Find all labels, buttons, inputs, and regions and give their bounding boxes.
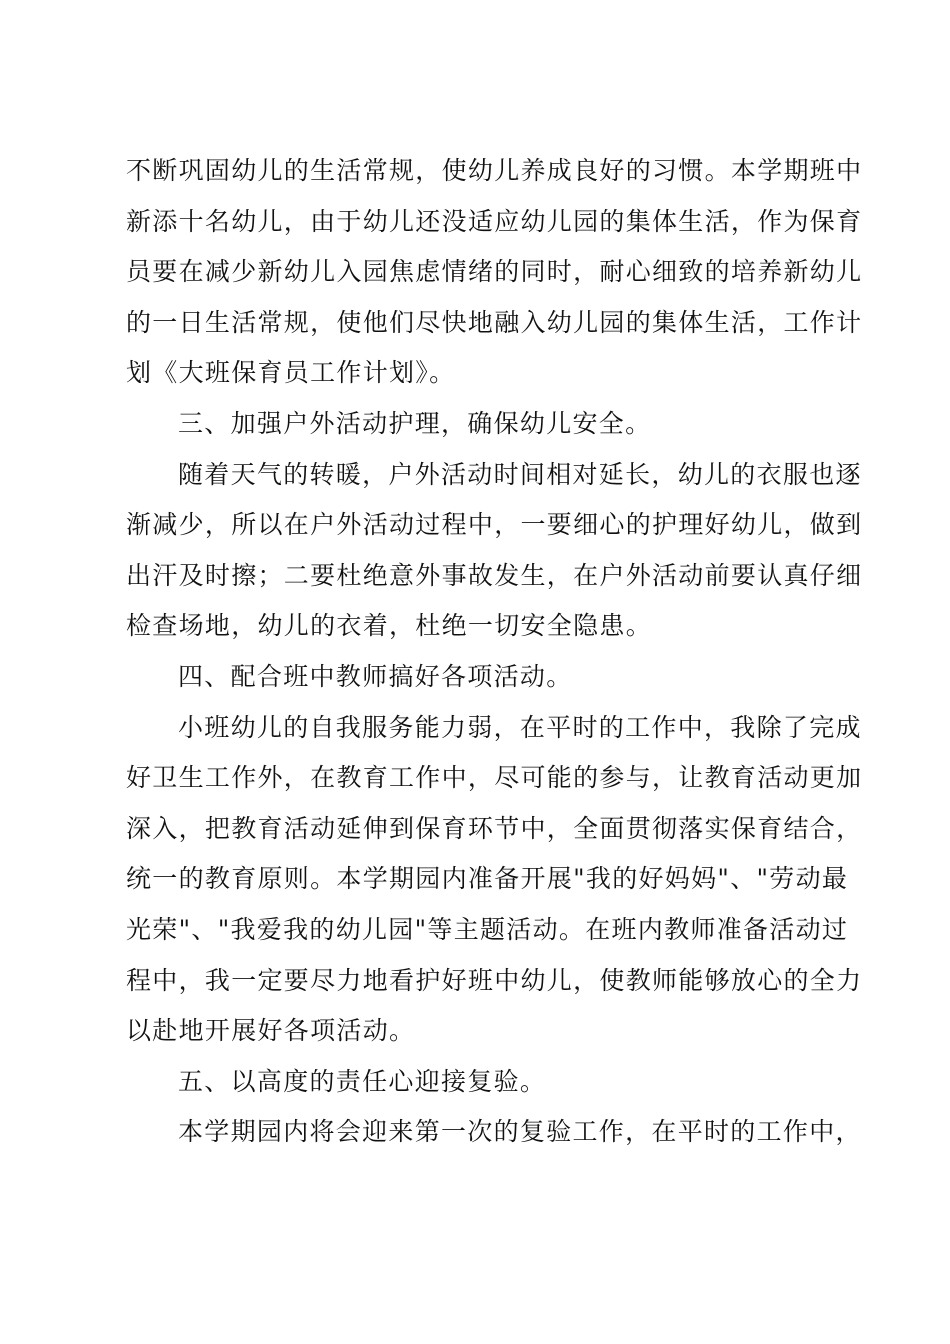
section-heading: 四、配合班中教师搞好各项活动。: [178, 661, 573, 691]
body-line: 员要在减少新幼儿入园焦虑情绪的同时，耐心细致的培养新幼儿: [126, 257, 863, 287]
body-line: 检查场地，幼儿的衣着，杜绝一切安全隐患。: [126, 611, 653, 641]
body-line: 以赴地开展好各项活动。: [126, 1016, 416, 1046]
body-line: 新添十名幼儿，由于幼儿还没适应幼儿园的集体生活，作为保育: [126, 206, 863, 236]
section-heading: 三、加强户外活动护理，确保幼儿安全。: [178, 408, 652, 438]
body-line: 深入，把教育活动延伸到保育环节中，全面贯彻落实保育结合，: [126, 813, 863, 843]
body-line: 不断巩固幼儿的生活常规，使幼儿养成良好的习惯。本学期班中: [126, 156, 863, 185]
body-line: 小班幼儿的自我服务能力弱，在平时的工作中，我除了完成: [178, 712, 862, 742]
body-line: 程中，我一定要尽力地看护好班中幼儿，使教师能够放心的全力: [126, 965, 863, 995]
document-body: [126, 146, 863, 1158]
body-line: 统一的教育原则。本学期园内准备开展"我的好妈妈"、"劳动最: [126, 864, 849, 894]
body-line: 出汗及时擦；二要杜绝意外事故发生，在户外活动前要认真仔细: [126, 560, 863, 590]
section-heading: 五、以高度的责任心迎接复验。: [178, 1066, 547, 1096]
body-line: 渐减少，所以在户外活动过程中，一要细心的护理好幼儿，做到: [126, 510, 863, 540]
body-line: 光荣"、"我爱我的幼儿园"等主题活动。在班内教师准备活动过: [126, 914, 849, 944]
body-line: 的一日生活常规，使他们尽快地融入幼儿园的集体生活，工作计: [126, 307, 863, 337]
body-line: 划《大班保育员工作计划》。: [126, 358, 456, 388]
body-line: 本学期园内将会迎来第一次的复验工作，在平时的工作中，: [178, 1117, 862, 1147]
body-line: 好卫生工作外，在教育工作中，尽可能的参与，让教育活动更加: [126, 763, 863, 793]
body-line: 随着天气的转暖，户外活动时间相对延长，幼儿的衣服也逐: [178, 459, 862, 489]
